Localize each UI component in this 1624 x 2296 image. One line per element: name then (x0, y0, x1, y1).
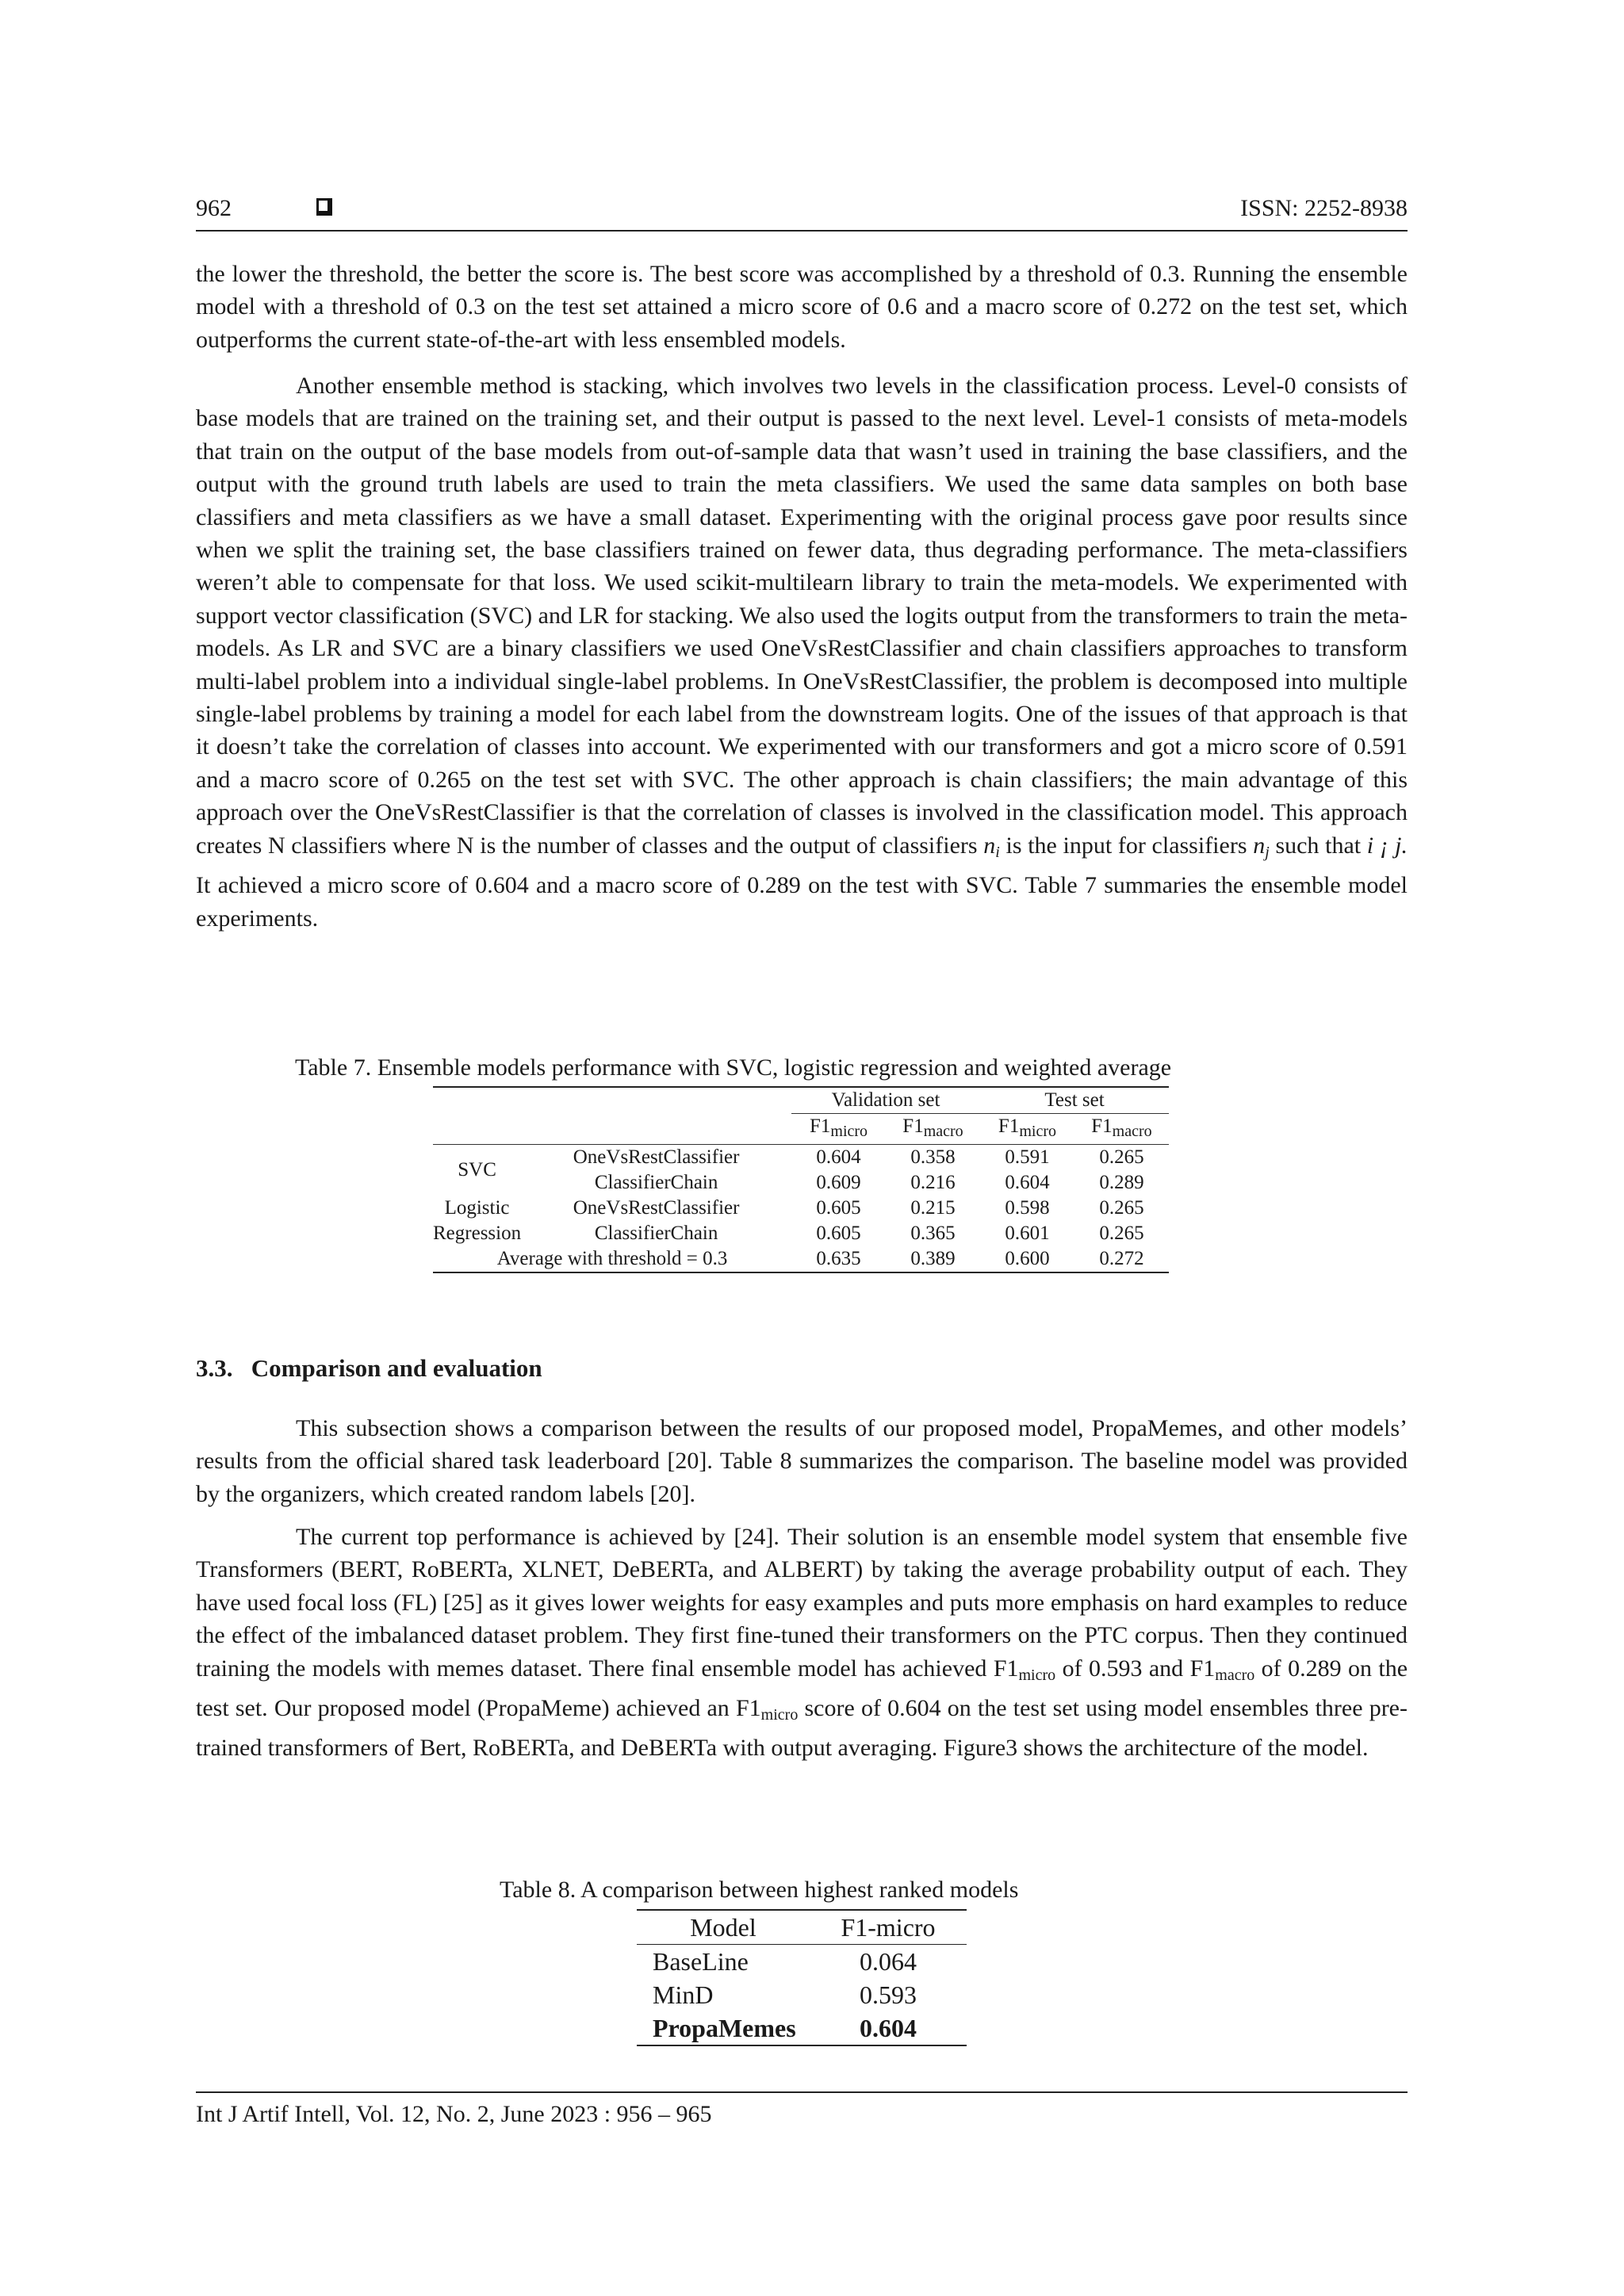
table-7-column-header (433, 1114, 1169, 1145)
table-row: Regression ClassifierChain 0.605 0.365 0.601 0.265 (433, 1221, 1169, 1246)
running-header (196, 190, 1408, 232)
condition: i ¡ j. (1366, 832, 1408, 859)
square-bullet-icon (316, 198, 332, 216)
var-n: n (983, 832, 996, 859)
table-7-group-header (433, 1087, 1169, 1114)
table-row: Logistic OneVsRestClassifier 0.605 0.215 0.598 0.265 (433, 1196, 1169, 1221)
test-set-header: Test set (980, 1087, 1169, 1114)
col-test-f1-macro: $F1_{macro}$ (1074, 1114, 1169, 1145)
logistic-label: Logistic (444, 1197, 510, 1219)
table-row: MinD 0.593 (653, 1980, 917, 2009)
table-row: PropaMemes 0.604 (637, 2011, 967, 2045)
issn: ISSN: 2252-8938 (1240, 195, 1408, 221)
paragraph-2-text-a: Another ensemble method is stacking, which involves two levels in the classification process. Level-0 consists of base models that are trained on the training set, and their output is passed to the next level. Level-1 consists of meta-models that train on the output of the base models from out-of-sample data that wasn’t used in training the base classifiers, and the output with the ground truth labels are used to train the meta classifiers. We used the same data samples on both base classifiers and meta classifiers as we have a small dataset. Experimenting with the original process gave poor results since when we split the training set, the base classifiers trained on fewer data, thus degrading performance. The meta-classifiers weren’t able to compensate for that loss. We used scikit-multilearn library to train the meta-models. We experimented with support vector classification (SVC) and LR for stacking. We also used the logits output from the transformers to train the meta-models. As LR and SVC are a binary classifiers we used OneVsRestClassifier and chain classifiers approaches to transform multi-label problem into a individual single-label problems. In OneVsRestClassifier, the problem is decomposed into multiple single-label problems by training a model for each label from the downstream logits. One of the issues of that approach is that it doesn’t take the correlation of classes into account. We experimented with our transformers and got a micro score of 0.591 and a macro score of 0.265 on the test set with SVC. The other approach is chain classifiers; the main advantage of this approach over the OneVsRestClassifier is that the correlation of classes is involved in the classification model. This approach creates N classifiers where N is the number of classes and the output of classifiers (196, 373, 1408, 859)
section-title: Comparison and evaluation (251, 1354, 542, 1382)
col-f1-micro: F1-micro (810, 1910, 967, 1945)
table-7 (433, 1086, 1169, 1273)
table-row-average: Average with threshold = 0.3 0.635 0.389 0.600 0.272 (433, 1246, 1169, 1272)
f1-macro-term: $F1_{macro}$ (1189, 1655, 1255, 1684)
section-heading (196, 1354, 542, 1383)
table-row: BaseLine 0.064 (653, 1947, 917, 1976)
paragraph-2-text-b: is the input for classifiers (1005, 832, 1247, 859)
paragraph-2-text-d: It achieved a micro score of 0.604 and a macro score of 0.289 on the test with SVC. Table 7 summaries the ensemble model experiments. (196, 872, 1408, 932)
col-test-f1-micro: $F1_{micro}$ (980, 1114, 1074, 1145)
table-7-caption: Table 7. Ensemble models performance with SVC, logistic regression and weighted average (295, 1054, 1172, 1081)
col-val-f1-micro: $F1_{micro}$ (791, 1114, 886, 1145)
paragraph-4: The current top performance is achieved by [24]. Their solution is an ensemble model system that ensemble five Transformers (BERT, RoBERTa, XLNET, DeBERTa, and ALBERT) by taking the average probability output of each. They have used focal loss (FL) [25] as it gives lower weights for easy examples and puts more emphasis on hard examples to reduce the effect of the imbalanced dataset problem. They first fine-tuned their transformers on the PTC corpus. Then they continued training the models with memes dataset. There final ensemble model has achieved $F1_{micro}$ of 0.593 and $F1_{macro}$ of 0.289 on the test set. Our proposed model (PropaMeme) achieved an $F1_{micro}$ score of 0.604 on the test set using model ensembles three pre-trained transformers of Bert, RoBERTa, and DeBERTa with output averaging. Figure3 shows the architecture of the model. (196, 1524, 1408, 1762)
col-model: Model (637, 1910, 810, 1945)
paragraph-3: This subsection shows a comparison between the results of our proposed model, PropaMemes, and other models’ results from the official shared task leaderboard [20]. Table 8 summarizes the comparison. The baseline model was provided by the organizers, which created random labels [20]. (196, 1415, 1408, 1507)
paragraph-2-text-c: such that (1275, 832, 1362, 859)
table-8-caption: Table 8. A comparison between highest ranked models (500, 1877, 1019, 1903)
table-row: SVC OneVsRestClassifier 0.604 0.358 0.591 0.265 (433, 1145, 1169, 1171)
paragraph-1: the lower the threshold, the better the score is. The best score was accomplished by a threshold of 0.3. Running the ensemble model with a threshold of 0.3 on the test set attained a micro score of 0.6 and a macro score of 0.272 on the test set, which outperforms the current state-of-the-art with less ensembled models. (196, 261, 1408, 353)
table-row: ClassifierChain 0.609 0.216 0.604 0.289 (594, 1172, 1144, 1193)
f1-micro-term: $F1_{micro}$ (993, 1655, 1056, 1684)
paragraph-2 (196, 369, 1408, 935)
table-8 (637, 1909, 967, 2046)
validation-set-header: Validation set (791, 1087, 980, 1114)
page-number: 962 (196, 195, 232, 221)
svc-label: SVC (458, 1159, 496, 1181)
f1-micro-term: $F1_{micro}$ (735, 1695, 799, 1724)
var-i-subscript: i (995, 843, 1000, 861)
var-n: n (1253, 832, 1266, 859)
regression-label: Regression (433, 1223, 522, 1244)
col-val-f1-macro: $F1_{macro}$ (886, 1114, 980, 1145)
section-number: 3.3. (196, 1354, 233, 1382)
var-j-subscript: j (1265, 843, 1270, 861)
running-footer: Int J Artif Intell, Vol. 12, No. 2, June 2023 : 956 – 965 (196, 2091, 1408, 2128)
table-8-header (637, 1910, 967, 1945)
